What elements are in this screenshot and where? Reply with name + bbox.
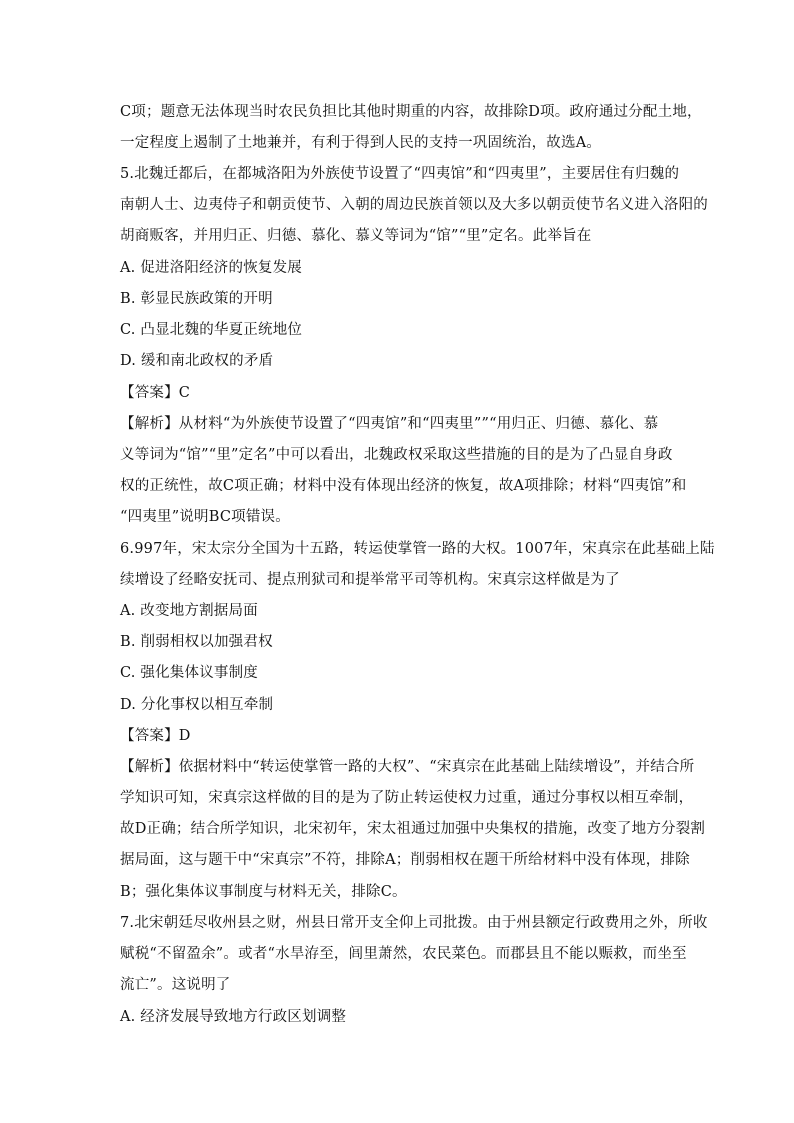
question-6-option-c: C. 强化集体议事制度 bbox=[120, 665, 258, 681]
question-6-option-a: A. 改变地方割据局面 bbox=[120, 603, 258, 619]
question-6-analysis-line: B；强化集体议事制度与材料无关，排除C。 bbox=[120, 884, 407, 900]
question-5-analysis-line: 权的正统性，故C项正确；材料中没有体现出经济的恢复，故A项排除；材料“四夷馆”和 bbox=[120, 478, 687, 494]
question-6-analysis-line: 据局面，这与题干中“宋真宗”不符，排除A；削弱相权在题干所给材料中没有体现，排除 bbox=[120, 852, 690, 868]
question-5-stem-line: 5.北魏迁都后，在都城洛阳为外族使节设置了“四夷馆”和“四夷里”，主要居住有归魏的 bbox=[120, 166, 680, 182]
question-6-analysis-line: 学知识可知，宋真宗这样做的目的是为了防止转运使权力过重，通过分事权以相互牵制， bbox=[120, 790, 694, 806]
question-6-option-d: D. 分化事权以相互牵制 bbox=[120, 697, 274, 713]
question-6-analysis-line: 故D正确；结合所学知识，北宋初年，宋太祖通过加强中央集权的措施，改变了地方分裂割 bbox=[120, 821, 706, 837]
question-5-option-d: D. 缓和南北政权的矛盾 bbox=[120, 353, 274, 369]
question-5-option-a: A. 促进洛阳经济的恢复发展 bbox=[120, 260, 302, 276]
paragraph-line: 一定程度上遏制了土地兼并，有利于得到人民的支持一巩固统治，故选A。 bbox=[120, 135, 602, 151]
question-5-option-b: B. 彰显民族政策的开明 bbox=[120, 291, 273, 307]
question-7-stem-line: 7.北宋朝廷尽收州县之财，州县日常开支全仰上司批拨。由于州县额定行政费用之外，所收 bbox=[120, 915, 708, 931]
question-6-stem-line: 6.997年，宋太宗分全国为十五路，转运使掌管一路的大权。1007年，宋真宗在此基础上陆 bbox=[120, 541, 715, 557]
question-5-analysis-line: 义等词为“馆”“里”定名”中可以看出，北魏政权采取这些措施的目的是为了凸显自身政 bbox=[120, 447, 673, 463]
question-5-analysis-line: “四夷里”说明BC项错误。 bbox=[120, 509, 290, 525]
question-5-stem-line: 胡商贩客，并用归正、归德、慕化、慕义等词为“馆”“里”定名。此举旨在 bbox=[120, 228, 592, 244]
question-6-option-b: B. 削弱相权以加强君权 bbox=[120, 634, 273, 650]
paragraph-line: C项；题意无法体现当时农民负担比其他时期重的内容，故排除D项。政府通过分配土地， bbox=[120, 104, 702, 120]
question-5-stem-line: 南朝人士、边夷侍子和朝贡使节、入朝的周边民族首领以及大多以朝贡使节名义进入洛阳的 bbox=[120, 197, 708, 213]
question-5-option-c: C. 凸显北魏的华夏正统地位 bbox=[120, 322, 303, 338]
question-5-answer: 【答案】C bbox=[120, 385, 191, 401]
question-7-option-a: A. 经济发展导致地方行政区划调整 bbox=[120, 1009, 347, 1025]
question-6-answer: 【答案】D bbox=[120, 728, 191, 744]
question-6-analysis-line: 【解析】依据材料中“转运使掌管一路的大权”、“宋真宗在此基础上陆续增设”，并结合所 bbox=[120, 759, 695, 775]
question-6-stem-line: 续增设了经略安抚司、提点刑狱司和提举常平司等机构。宋真宗这样做是为了 bbox=[120, 572, 620, 588]
question-7-stem-line: 赋税“不留盈余”。或者“水旱洊至，闾里萧然，农民菜色。而郡县且不能以赈救，而坐至 bbox=[120, 946, 687, 962]
question-7-stem-line: 流亡”。这说明了 bbox=[120, 977, 231, 993]
question-5-analysis-line: 【解析】从材料“为外族使节设置了“四夷馆”和“四夷里””“用归正、归德、慕化、慕 bbox=[120, 416, 659, 432]
